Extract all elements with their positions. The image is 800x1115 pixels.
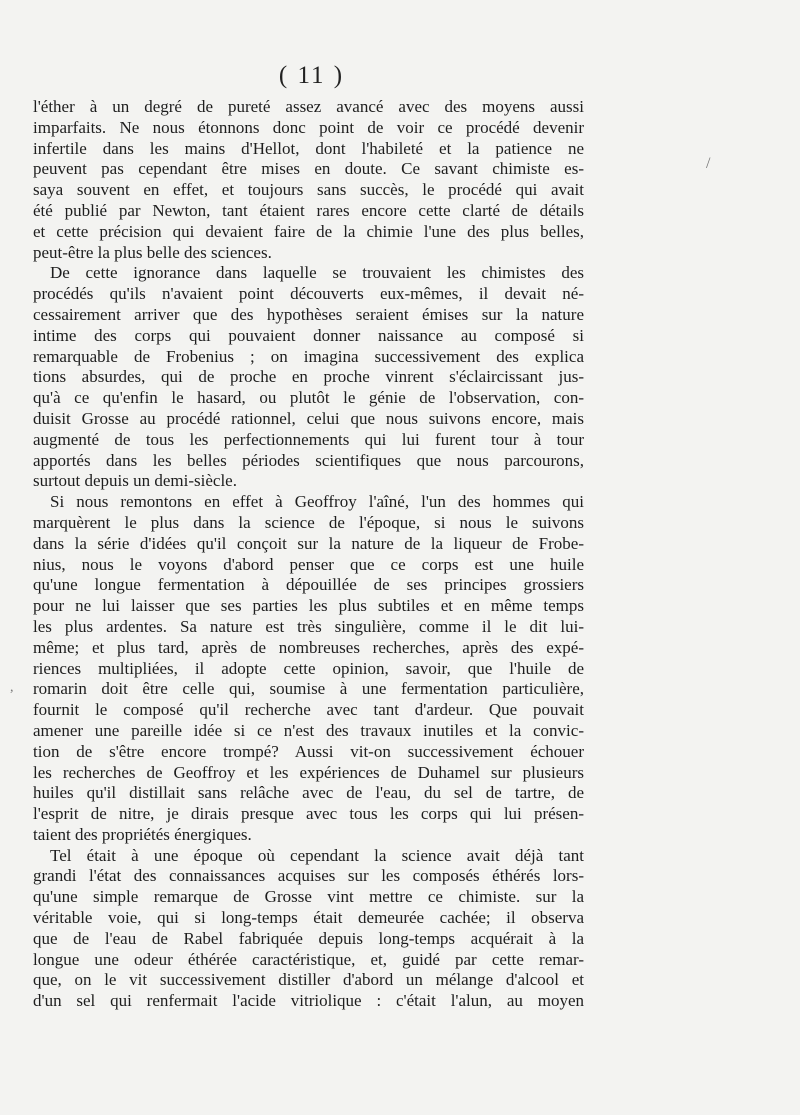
text-line: les recherches de Geoffroy et les expériences de Duhamel sur plusieurs [33, 762, 584, 782]
text-line: véritable voie, qui si long-temps était demeurée cachée; il observa [33, 908, 584, 928]
body-text [33, 97, 584, 1012]
text-line: l'esprit de nitre, je dirais presque avec tous les corps qui lui présen- [33, 804, 584, 824]
text-line: que de l'eau de Rabel fabriquée depuis long-temps acquérait à la [33, 928, 584, 948]
text-line: taient des propriétés énergiques. [33, 824, 252, 844]
text-line: riences multipliées, il adopte cette opinion, savoir, que l'huile de [33, 658, 584, 678]
text-line: intime des corps qui pouvaient donner naissance au composé si [33, 325, 584, 345]
text-line: et cette précision qui devaient faire de la chimie l'une des plus belles, [33, 221, 584, 241]
text-line: qu'une longue fermentation à dépouillée de ses principes grossiers [33, 575, 584, 595]
text-line: augmenté de tous les perfectionnements qui lui furent tour à tour [33, 429, 584, 449]
margin-mark-dot: , [10, 680, 14, 695]
text-line: Si nous remontons en effet à Geoffroy l'aîné, l'un des hommes qui [50, 492, 584, 512]
text-line: peuvent pas cependant être mises en doute. Ce savant chimiste es- [33, 159, 584, 179]
text-line: saya souvent en effet, et toujours sans succès, le procédé qui avait [33, 180, 584, 200]
text-line: que, on le vit successivement distiller d'abord un mélange d'alcool et [33, 970, 584, 990]
text-line: infertile dans les mains d'Hellot, dont l'habileté et la patience ne [33, 138, 584, 158]
text-line: qu'une simple remarque de Grosse vint mettre ce chimiste. sur la [33, 887, 584, 907]
margin-mark-slash: / [706, 155, 711, 172]
text-line: nius, nous le voyons d'abord penser que ce corps est une huile [33, 554, 584, 574]
text-line: même; et plus tard, après de nombreuses recherches, après des expé- [33, 637, 584, 657]
text-line: cessairement arriver que des hypothèses seraient émises sur la nature [33, 304, 584, 324]
text-line: les plus ardentes. Sa nature est très singulière, comme il le dit lui- [33, 616, 584, 636]
page-number: ( 11 ) [278, 62, 345, 89]
text-line: dans la série d'idées qu'il conçoit sur la nature de la liqueur de Frobe- [33, 533, 584, 553]
text-line: tion de s'être encore trompé? Aussi vit-on successivement échouer [33, 741, 584, 761]
text-line: apportés dans les belles périodes scientifiques que nous parcourons, [33, 450, 584, 470]
text-line: remarquable de Frobenius ; on imagina successivement des explica [33, 346, 584, 366]
text-line: marquèrent le plus dans la science de l'époque, si nous le suivons [33, 512, 584, 532]
text-line: duisit Grosse au procédé rationnel, celui que nous suivons encore, mais [33, 408, 584, 428]
text-line: longue une odeur éthérée caractéristique, et, guidé par cette remar- [33, 949, 584, 969]
text-line: Tel était à une époque où cependant la science avait déjà tant [50, 845, 584, 865]
text-line: amener une pareille idée si ce n'est des travaux inutiles et la convic- [33, 720, 584, 740]
text-line: De cette ignorance dans laquelle se trouvaient les chimistes des [50, 263, 584, 283]
text-line: l'éther à un degré de pureté assez avancé avec des moyens aussi [33, 97, 584, 116]
text-line: d'un sel qui renfermait l'acide vitriolique : c'était l'alun, au moyen [33, 991, 584, 1011]
text-line: surtout depuis un demi-siècle. [33, 471, 237, 491]
text-line: huiles qu'il distillait sans relâche avec de l'eau, du sel de tartre, de [33, 783, 584, 803]
text-line: qu'à ce qu'enfin le hasard, ou plutôt le génie de l'observation, con- [33, 388, 584, 408]
text-line: pour ne lui laisser que ses parties les plus subtiles et en même temps [33, 596, 584, 616]
text-line: romarin doit être celle qui, soumise à une fermentation particulière, [33, 679, 584, 699]
text-line: imparfaits. Ne nous étonnons donc point de voir ce procédé devenir [33, 117, 584, 137]
text-line: grandi l'état des connaissances acquises sur les composés éthérés lors- [33, 866, 584, 886]
text-line: procédés qu'ils n'avaient point découverts eux-mêmes, il devait né- [33, 284, 584, 304]
text-line: fournit le composé qu'il recherche avec tant d'ardeur. Que pouvait [33, 700, 584, 720]
text-line: tions absurdes, qui de proche en proche vinrent s'éclaircissant jus- [33, 367, 584, 387]
text-line: peut-être la plus belle des sciences. [33, 242, 272, 262]
text-line: été publié par Newton, tant étaient rares encore cette clarté de détails [33, 200, 584, 220]
